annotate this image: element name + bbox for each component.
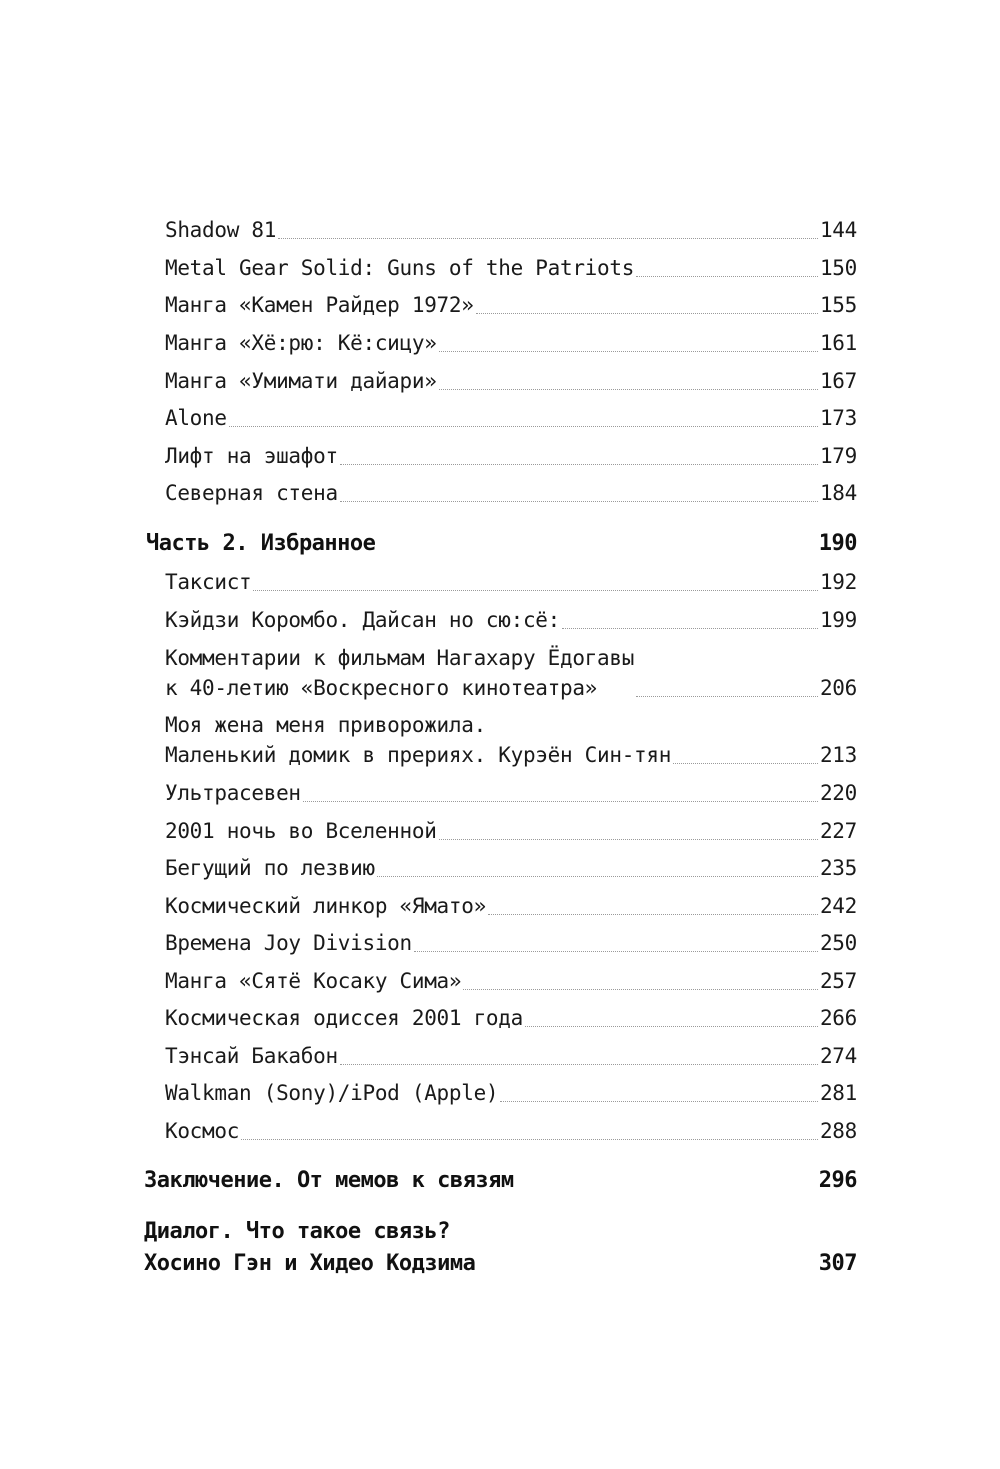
toc-entry-page: 173 (819, 406, 857, 430)
toc-entry-title: Тэнсай Бакабон (165, 1044, 338, 1068)
toc-entry (165, 1003, 857, 1033)
toc-entry (165, 1116, 857, 1146)
toc-entry (165, 290, 857, 320)
toc-entry (165, 816, 857, 846)
toc-entry-page: 184 (819, 481, 857, 505)
toc-entry (165, 710, 857, 770)
dot-leader (278, 237, 818, 239)
toc-entry-page: 213 (819, 743, 857, 767)
toc-entry-title: Shadow 81 (165, 218, 277, 242)
dot-leader (476, 312, 818, 314)
toc-entry (165, 441, 857, 471)
toc-entry-page: 257 (819, 969, 857, 993)
toc-entry-title: Бегущий по лезвию (165, 856, 375, 880)
dot-leader (673, 762, 818, 764)
dot-leader (636, 695, 818, 697)
toc-entry-title: Кэйдзи Коромбо. Дайсан но сю:сё: (165, 608, 560, 632)
toc-entry-page: 199 (819, 608, 857, 632)
toc-entry-title (165, 643, 634, 703)
dot-leader (340, 500, 818, 502)
dot-leader (636, 275, 818, 277)
section-page: 190 (818, 531, 857, 556)
toc-entry-title: Metal Gear Solid: Guns of the Patriots (165, 256, 635, 280)
toc-entry-page: 266 (819, 1006, 857, 1030)
dot-leader (439, 350, 818, 352)
dot-leader (488, 913, 818, 915)
toc-entry (165, 1041, 857, 1071)
section-title: Заключение. От мемов к связям (144, 1168, 514, 1193)
dot-leader (340, 1063, 818, 1065)
dot-leader (562, 627, 818, 629)
section-page: 307 (818, 1251, 857, 1276)
toc-entry-page: 161 (819, 331, 857, 355)
dot-leader (303, 800, 818, 802)
toc-section-heading (144, 1165, 857, 1197)
toc-entry (165, 643, 857, 703)
toc-entry (165, 891, 857, 921)
dot-leader (340, 463, 818, 465)
toc-entry (165, 215, 857, 245)
toc-entry-title: Ультрасевен (165, 781, 301, 805)
section-title: Часть 2. Избранное (146, 531, 376, 556)
toc-entry-page: 274 (819, 1044, 857, 1068)
dot-leader (253, 589, 818, 591)
toc-entry-page: 250 (819, 931, 857, 955)
toc-entry (165, 567, 857, 597)
toc-entry-title: Лифт на эшафот (165, 444, 338, 468)
toc-entry-title-line: к 40-летию «Воскресного кинотеатра» (165, 676, 598, 700)
toc-entry-title-line: Моя жена меня приворожила. (165, 713, 486, 737)
toc-entry-page: 167 (819, 369, 857, 393)
toc-entry-title: Манга «Умимати дайари» (165, 369, 437, 393)
dot-leader (525, 1025, 818, 1027)
toc-entry-title: Космический линкор «Ямато» (165, 894, 486, 918)
toc-entry (165, 966, 857, 996)
section-title-line: Хосино Гэн и Хидео Кодзима (144, 1251, 476, 1276)
toc-entry (165, 366, 857, 396)
dot-leader (439, 388, 818, 390)
toc-entry-page: 150 (819, 256, 857, 280)
toc-entry-title: Космос (165, 1119, 240, 1143)
toc-section-heading (144, 1216, 857, 1280)
toc-entry-title: Alone (165, 406, 227, 430)
toc-entry-page: 235 (819, 856, 857, 880)
toc-entry-page: 288 (819, 1119, 857, 1143)
toc-entry-title: Времена Joy Division (165, 931, 412, 955)
toc-entry-title: Манга «Сятё Косаку Сима» (165, 969, 462, 993)
toc-entry (165, 778, 857, 808)
dot-leader (463, 988, 818, 990)
toc-section-heading (146, 528, 857, 560)
toc-entry-page: 242 (819, 894, 857, 918)
toc-entry-title: Манга «Камен Райдер 1972» (165, 293, 474, 317)
toc-entry-page: 206 (819, 676, 857, 700)
toc-entry (165, 853, 857, 883)
dot-leader (414, 950, 818, 952)
section-page: 296 (818, 1168, 857, 1193)
toc-entry-title: 2001 ночь во Вселенной (165, 819, 437, 843)
toc-entry-page: 179 (819, 444, 857, 468)
toc-entry-page: 281 (819, 1081, 857, 1105)
dot-leader (500, 1100, 818, 1102)
toc-entry-title-line: Маленький домик в прериях. Курэён Син-тян (165, 743, 672, 767)
dot-leader (377, 875, 818, 877)
toc-entry-page: 220 (819, 781, 857, 805)
toc-entry-title: Манга «Хё:рю: Кё:сицу» (165, 331, 437, 355)
toc-entry-page: 227 (819, 819, 857, 843)
dot-leader (241, 1138, 818, 1140)
toc-entry (165, 253, 857, 283)
toc-entry-title: Космическая одиссея 2001 года (165, 1006, 523, 1030)
toc-entry (165, 478, 857, 508)
toc-entry (165, 928, 857, 958)
toc-entry (165, 403, 857, 433)
toc-entry (165, 328, 857, 358)
toc-entry (165, 605, 857, 635)
toc-entry-title-line: Комментарии к фильмам Нагахару Ёдогавы (165, 646, 635, 670)
toc-entry-title: Северная стена (165, 481, 338, 505)
section-title (144, 1216, 475, 1280)
toc-entry-page: 155 (819, 293, 857, 317)
toc-entry (165, 1078, 857, 1108)
toc-entry-title: Walkman (Sony)/iPod (Apple) (165, 1081, 499, 1105)
toc-entry-title: Таксист (165, 570, 252, 594)
toc-entry-page: 144 (819, 218, 857, 242)
section-title-line: Диалог. Что такое связь? (144, 1219, 450, 1244)
dot-leader (439, 838, 818, 840)
dot-leader (229, 425, 818, 427)
toc-entry-title (165, 710, 671, 770)
toc-entry-page: 192 (819, 570, 857, 594)
